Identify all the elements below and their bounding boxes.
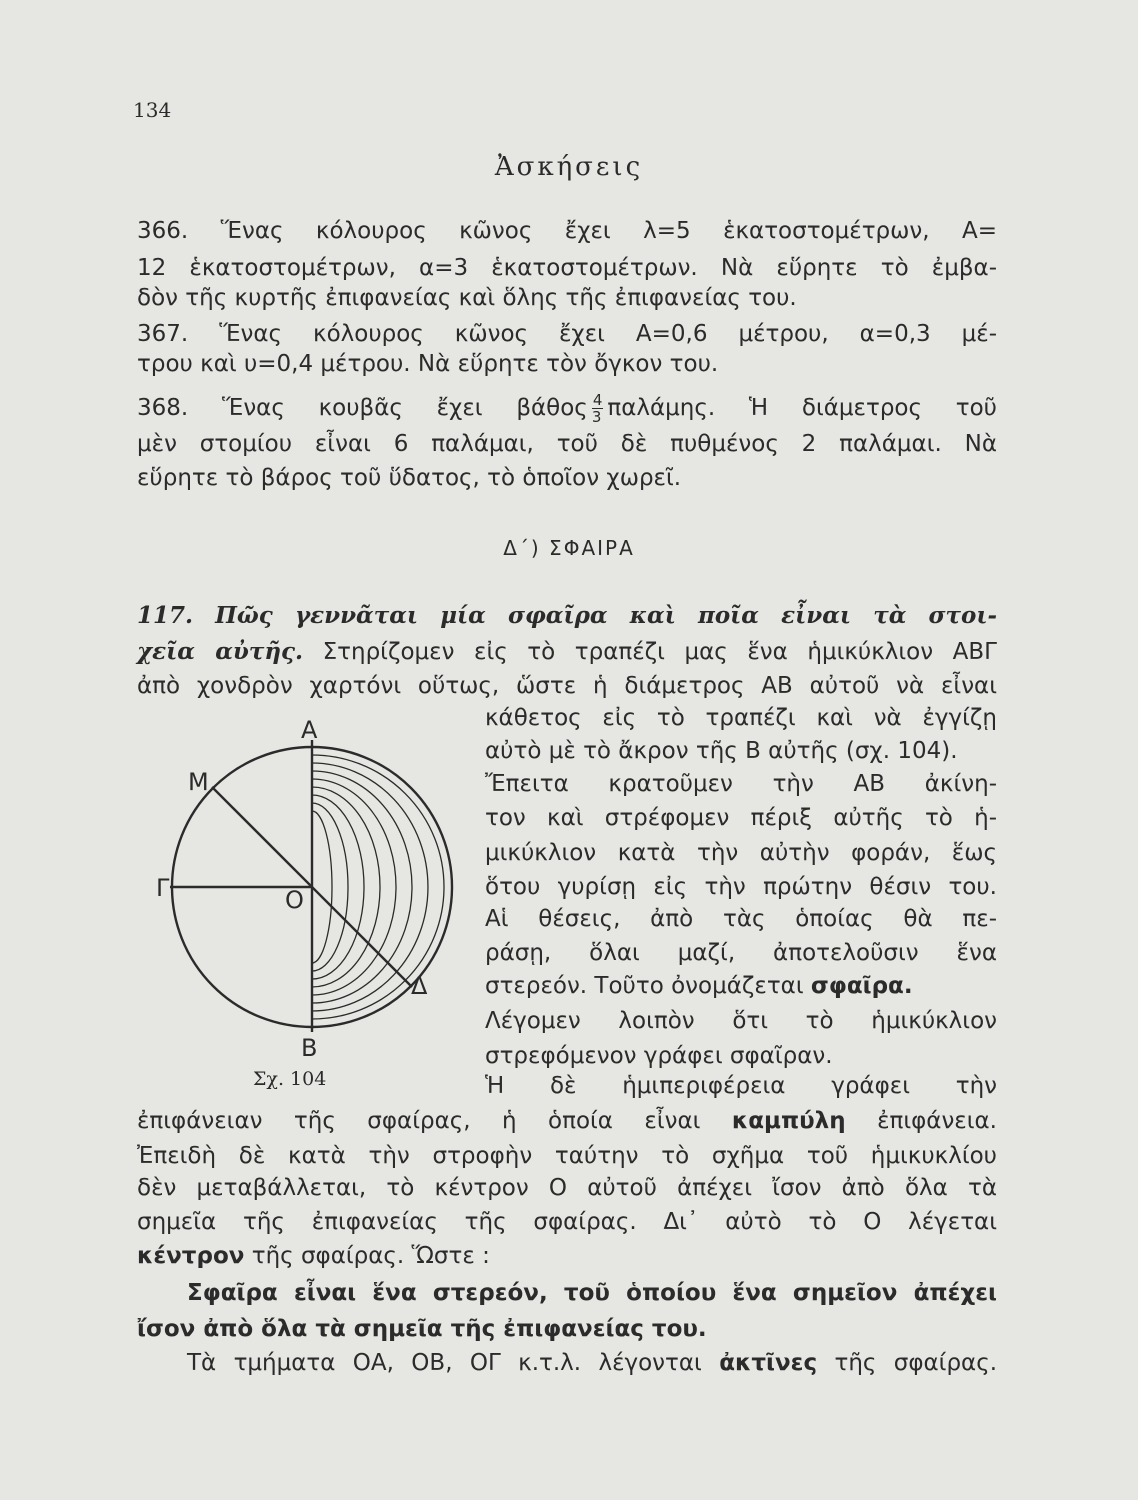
text-line-7: τον καὶ στρέφομεν πέριξ αὐτῆς τὸ ἡ- [485, 805, 997, 831]
text-line-6: Ἔπειτα κρατοῦμεν τὴν ΑΒ ἀκίνη- [485, 771, 997, 797]
final-line [187, 1347, 997, 1379]
section-117-line-3: ἀπὸ χονδρὸν χαρτόνι οὕτως, ὥστε ἡ διάμετρος ΑΒ αὐτοῦ νὰ εἶναι [137, 673, 997, 699]
text-line-9: ὅτου γυρίσῃ εἰς τὴν πρώτην θέσιν του. [485, 874, 997, 900]
text-line-16-c: ἐπιφάνεια. [877, 1108, 997, 1134]
label-a: Α [301, 716, 318, 744]
page-number: 134 [133, 98, 172, 122]
exercise-368-text-a: 368. Ἕνας κουβᾶς ἔχει βάθος [137, 395, 588, 421]
text-line-12-a: στερεόν. Τοῦτο ὀνομάζεται [485, 973, 804, 999]
rotation-arc [312, 771, 412, 1003]
text-line-15: Ἡ δὲ ἡμιπεριφέρεια γράφει τὴν [485, 1073, 997, 1099]
text-line-18: δὲν μεταβάλλεται, τὸ κέντρον Ο αὐτοῦ ἀπέχει ἴσον ἀπὸ ὅλα τὰ [137, 1175, 997, 1201]
text-line-14: στρεφόμενον γράφει σφαῖραν. [485, 1043, 833, 1069]
exercise-368-line-1 [137, 392, 997, 425]
label-b: Β [301, 1034, 318, 1062]
exercise-366-line-1: 366. Ἕνας κόλουρος κῶνος ἔχει λ=5 ἑκατοστομέτρων, Α= [137, 218, 997, 244]
text-line-20 [137, 1240, 997, 1272]
radius-om [212, 787, 312, 887]
text-line-16-a: ἐπιφάνειαν τῆς σφαίρας, ἡ ὁποία εἶναι [137, 1108, 701, 1134]
rotation-arc [312, 803, 348, 971]
label-g: Γ [156, 874, 170, 902]
rotation-arc [312, 779, 396, 995]
exercise-368-line-2: μὲν στομίου εἶναι 6 παλάμαι, τοῦ δὲ πυθμένος 2 παλάμαι. Νὰ [137, 431, 997, 457]
text-line-20-b: τῆς σφαίρας. Ὥστε : [251, 1243, 490, 1269]
section-117-title-end: χεῖα αὐτῆς. [137, 638, 304, 665]
term-radii: ἀκτῖνες [719, 1350, 818, 1376]
fraction [592, 392, 604, 425]
text-line-5: αὐτὸ μὲ τὸ ἄκρον τῆς Β αὐτῆς (σχ. 104). [485, 738, 958, 764]
text-line-8: μικύκλιον κατὰ τὴν αὐτὴν φοράν, ἕως [485, 840, 997, 866]
definition-line-1: Σφαῖρα εἶναι ἕνα στερεόν, τοῦ ὁποίου ἕνα σημεῖον ἀπέχει [187, 1280, 997, 1306]
term-curved: καμπύλη [731, 1108, 846, 1134]
section-117-line-2 [137, 636, 997, 668]
exercise-367-line-1: 367. Ἕνας κόλουρος κῶνος ἔχει Α=0,6 μέτρου, α=0,3 μέ- [137, 321, 997, 347]
section-117-line-2-text: Στηρίζομεν εἰς τὸ τραπέζι μας ἕνα ἡμικύκλιον ΑΒΓ [322, 639, 997, 665]
label-o: Ο [285, 886, 304, 914]
term-sphere: σφαῖρα. [810, 973, 913, 999]
text-line-4: κάθετος εἰς τὸ τραπέζι καὶ νὰ ἐγγίζῃ [485, 705, 997, 731]
text-line-12 [485, 970, 997, 1002]
label-m: Μ [188, 768, 209, 796]
section-117-title-text: 117. Πῶς γεννᾶται μία σφαῖρα καὶ ποῖα εἶναι τὰ στοι- [137, 602, 997, 629]
figure-caption: Σχ. 104 [253, 1068, 327, 1090]
exercises-heading: Ἀσκήσεις [494, 152, 644, 182]
exercise-368-line-3: εὕρητε τὸ βάρος τοῦ ὕδατος, τὸ ὁποῖον χωρεῖ. [137, 465, 682, 491]
section-117-title [137, 600, 997, 632]
fraction-numerator: 4 [592, 391, 603, 409]
term-center: κέντρον [137, 1243, 245, 1269]
text-line-13: Λέγομεν λοιπὸν ὅτι τὸ ἡμικύκλιον [485, 1008, 997, 1034]
section-title: Δ΄) ΣΦΑΙΡΑ [503, 536, 635, 560]
rotation-arc [312, 811, 332, 963]
text-line-11: ράσῃ, ὅλαι μαζί, ἀποτελοῦσιν ἕνα [485, 940, 997, 966]
label-d: Δ [411, 972, 428, 1000]
text-line-16 [137, 1105, 997, 1137]
exercise-367-line-2: τρου καὶ υ=0,4 μέτρου. Νὰ εὕρητε τὸν ὄγκον του. [137, 351, 719, 377]
exercise-366-line-2: 12 ἑκατοστομέτρων, α=3 ἑκατοστομέτρων. Νὰ εὕρητε τὸ ἐμβα- [137, 255, 997, 281]
rotation-arc [312, 795, 364, 979]
sphere-figure [156, 710, 460, 1066]
text-line-19: σημεῖα τῆς ἐπιφανείας τῆς σφαίρας. Δι᾿ αὐτὸ τὸ Ο λέγεται [137, 1209, 997, 1235]
final-line-c: τῆς σφαίρας. [834, 1350, 998, 1376]
definition-line-2: ἴσον ἀπὸ ὅλα τὰ σημεῖα τῆς ἐπιφανείας του. [137, 1316, 707, 1342]
exercise-366-line-3: δὸν τῆς κυρτῆς ἐπιφανείας καὶ ὅλης τῆς ἐπιφανείας του. [137, 285, 797, 311]
exercise-368-text-b: παλάμης. Ἡ διάμετρος τοῦ [607, 395, 997, 421]
fraction-denominator: 3 [591, 408, 602, 426]
final-line-a: Τὰ τμήματα ΟΑ, ΟΒ, ΟΓ κ.τ.λ. λέγονται [187, 1350, 702, 1376]
text-line-10: Αἱ θέσεις, ἀπὸ τὰς ὁποίας θὰ πε- [485, 906, 997, 932]
text-line-17: Ἐπειδὴ δὲ κατὰ τὴν στροφὴν ταύτην τὸ σχῆμα τοῦ ἡμικυκλίου [137, 1143, 997, 1169]
